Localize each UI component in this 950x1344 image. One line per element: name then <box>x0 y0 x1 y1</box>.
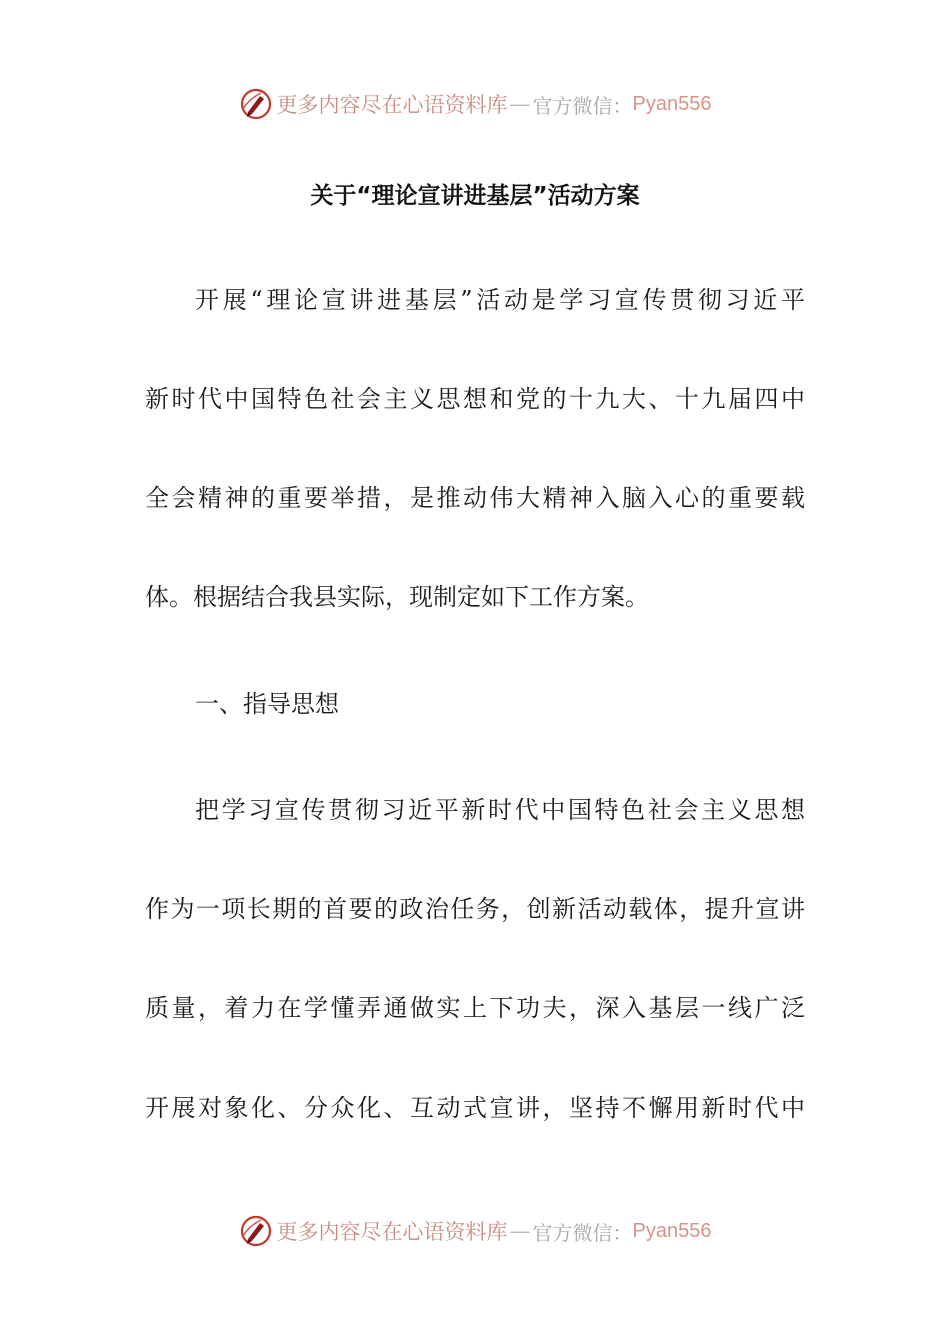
document-title: 关于“理论宣讲进基层”活动方案 <box>310 183 640 209</box>
watermark-wechat-label: 官方微信： <box>532 93 633 118</box>
pen-nib-logo-icon <box>239 1214 273 1248</box>
paragraph-line: 全会精神的重要举措，是推动伟大精神入脑入心的重要载 <box>145 484 805 512</box>
paragraph-line: 开展“理论宣讲进基层”活动是学习宣传贯彻习近平 <box>195 286 805 314</box>
paragraph-line: 开展对象化、分众化、互动式宣讲，坚持不懈用新时代中 <box>145 1094 805 1122</box>
paragraph-line: 把学习宣传贯彻习近平新时代中国特色社会主义思想 <box>195 796 805 824</box>
watermark-dash: — <box>509 92 531 116</box>
section-heading: 一、指导思想 <box>195 690 339 718</box>
watermark-wechat-label: 官方微信： <box>532 1220 633 1245</box>
header-watermark <box>0 84 950 124</box>
footer-watermark <box>0 1211 950 1251</box>
watermark-brand: 更多内容尽在心语资料库 <box>276 93 508 117</box>
watermark-brand: 更多内容尽在心语资料库 <box>276 1220 508 1244</box>
watermark-wechat-id: Pyan556 <box>632 92 712 115</box>
paragraph-line: 体。根据结合我县实际，现制定如下工作方案。 <box>145 583 649 611</box>
watermark-dash: — <box>509 1219 531 1243</box>
paragraph-line: 作为一项长期的首要的政治任务，创新活动载体，提升宣讲 <box>145 895 805 923</box>
watermark-wechat-id: Pyan556 <box>632 1219 712 1242</box>
pen-nib-logo-icon <box>239 87 273 121</box>
paragraph-line: 新时代中国特色社会主义思想和党的十九大、十九届四中 <box>145 385 805 413</box>
paragraph-line: 质量，着力在学懂弄通做实上下功夫，深入基层一线广泛 <box>145 994 805 1022</box>
